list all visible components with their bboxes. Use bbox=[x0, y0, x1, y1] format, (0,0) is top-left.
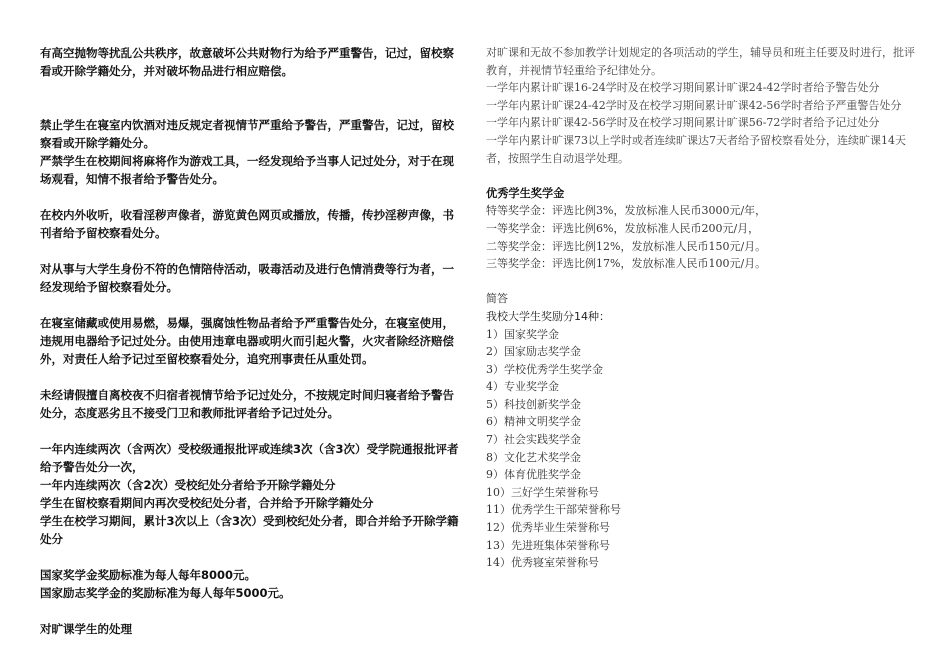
paragraph-inspirational-scholarship: 国家励志奖学金的奖励标准为每人每年5000元。 bbox=[40, 586, 291, 600]
award-list-item: 14）优秀寝室荣誉称号 bbox=[486, 556, 599, 570]
paragraph-expulsion-three: 学生在校学习期间，累计3次以上（含3次）受到校纪处分者，即合并给予开除学籍处分 bbox=[40, 514, 459, 546]
paragraph-public-order: 有高空抛物等扰乱公共秩序，故意破坏公共财物行为给予严重警告，记过，留校察看或开除学籍处分，并对破坏物品进行相应赔偿。 bbox=[40, 46, 454, 78]
paragraph-mahjong: 严禁学生在校期间将麻将作为游戏工具，一经发现给予当事人记过处分，对于在现场观看，知情不报者给予警告处分。 bbox=[40, 154, 454, 186]
left-column bbox=[40, 44, 465, 638]
award-list-item: 12）优秀毕业生荣誉称号 bbox=[486, 521, 610, 535]
right-column bbox=[486, 44, 916, 572]
award-list-item: 2）国家励志奖学金 bbox=[486, 345, 581, 359]
paragraph-obscene-media: 在校内外收听，收看淫秽声像者，游览黄色网页或播放，传播，传抄淫秽声像，书刊者给予留校察看处分。 bbox=[40, 208, 454, 240]
paragraph-criticism-warning: 一年内连续两次（含两次）受校级通报批评或连续3次（含3次）受学院通报批评者给予警告处分一次， bbox=[40, 442, 459, 474]
paragraph-probation-repeat: 学生在留校察看期间内再次受校纪处分者，合并给予开除学籍处分 bbox=[40, 496, 374, 510]
paragraph-truancy-rule: 一学年内累计旷课42-56学时及在校学习期间累计旷课56-72学时者给予记过处分 bbox=[486, 116, 880, 130]
paragraph-pornographic-activity: 对从事与大学生身份不符的色情陪侍活动，吸毒活动及进行色情消费等行为者，一经发现给予留校察看处分。 bbox=[40, 262, 454, 294]
paragraph-dormitory-safety: 在寝室储藏或使用易燃，易爆，强腐蚀性物品者给予严重警告处分，在寝室使用，违规用电器给予记过处分。由使用违章电器或明火而引起火警，火灾者除经济赔偿外，对责任人给予记过至留校察看处分，追究刑事责任从重处罚。 bbox=[40, 316, 454, 366]
heading-short-answer: 简答 bbox=[486, 292, 508, 306]
paragraph-truancy-rule: 一学年内累计旷课73以上学时或者连续旷课达7天者给予留校察看处分，连续旷课14天者，按照学生自动退学处理。 bbox=[486, 133, 906, 165]
scholarship-item: 一等奖学金：评选比例6%，发放标准人民币200元/月， bbox=[486, 221, 760, 235]
award-list-item: 3）学校优秀学生奖学金 bbox=[486, 362, 603, 376]
paragraph-expulsion-two: 一年内连续两次（含2次）受校纪处分者给予开除学籍处分 bbox=[40, 478, 336, 492]
award-list-item: 1）国家奖学金 bbox=[486, 327, 559, 341]
scholarship-item: 特等奖学金：评选比例3%，发放标准人民币3000元/年， bbox=[486, 204, 767, 218]
award-list-item: 5）科技创新奖学金 bbox=[486, 397, 581, 411]
heading-award-types: 我校大学生奖励分14种： bbox=[486, 309, 610, 323]
award-list-item: 7）社会实践奖学金 bbox=[486, 433, 581, 447]
award-list-item: 8）文化艺术奖学金 bbox=[486, 450, 581, 464]
paragraph-national-scholarship: 国家奖学金奖励标准为每人每年8000元。 bbox=[40, 568, 257, 582]
award-list-item: 11）优秀学生干部荣誉称号 bbox=[486, 503, 621, 517]
heading-excellent-scholarship: 优秀学生奖学金 bbox=[486, 186, 565, 200]
heading-truancy: 对旷课学生的处理 bbox=[40, 622, 132, 636]
award-list-item: 6）精神文明奖学金 bbox=[486, 415, 581, 429]
scholarship-item: 二等奖学金：评选比例12%，发放标准人民币150元/月。 bbox=[486, 239, 767, 253]
paragraph-alcohol: 禁止学生在寝室内饮酒对违反规定者视情节严重给予警告，严重警告，记过，留校察看或开除学籍处分。 bbox=[40, 118, 454, 150]
paragraph-truancy-intro: 对旷课和无故不参加教学计划规定的各项活动的学生，辅导员和班主任要及时进行，批评教育，并视情节轻重给予纪律处分。 bbox=[486, 46, 915, 77]
award-list-item: 4）专业奖学金 bbox=[486, 380, 559, 394]
paragraph-truancy-rule: 一学年内累计旷课16-24学时及在校学习期间累计旷课24-42学时者给予警告处分 bbox=[486, 81, 880, 95]
paragraph-curfew: 未经请假擅自离校夜不归宿者视情节给予记过处分，不按规定时间归寝者给予警告处分，态度恶劣且不接受门卫和教师批评者给予记过处分。 bbox=[40, 388, 454, 420]
award-list-item: 13）先进班集体荣誉称号 bbox=[486, 538, 610, 552]
scholarship-item: 三等奖学金：评选比例17%，发放标准人民币100元/月。 bbox=[486, 257, 767, 271]
award-list-item: 9）体育优胜奖学金 bbox=[486, 468, 581, 482]
paragraph-truancy-rule: 一学年内累计旷课24-42学时及在校学习期间累计旷课42-56学时者给予严重警告处分 bbox=[486, 98, 902, 112]
award-list-item: 10）三好学生荣誉称号 bbox=[486, 485, 599, 499]
